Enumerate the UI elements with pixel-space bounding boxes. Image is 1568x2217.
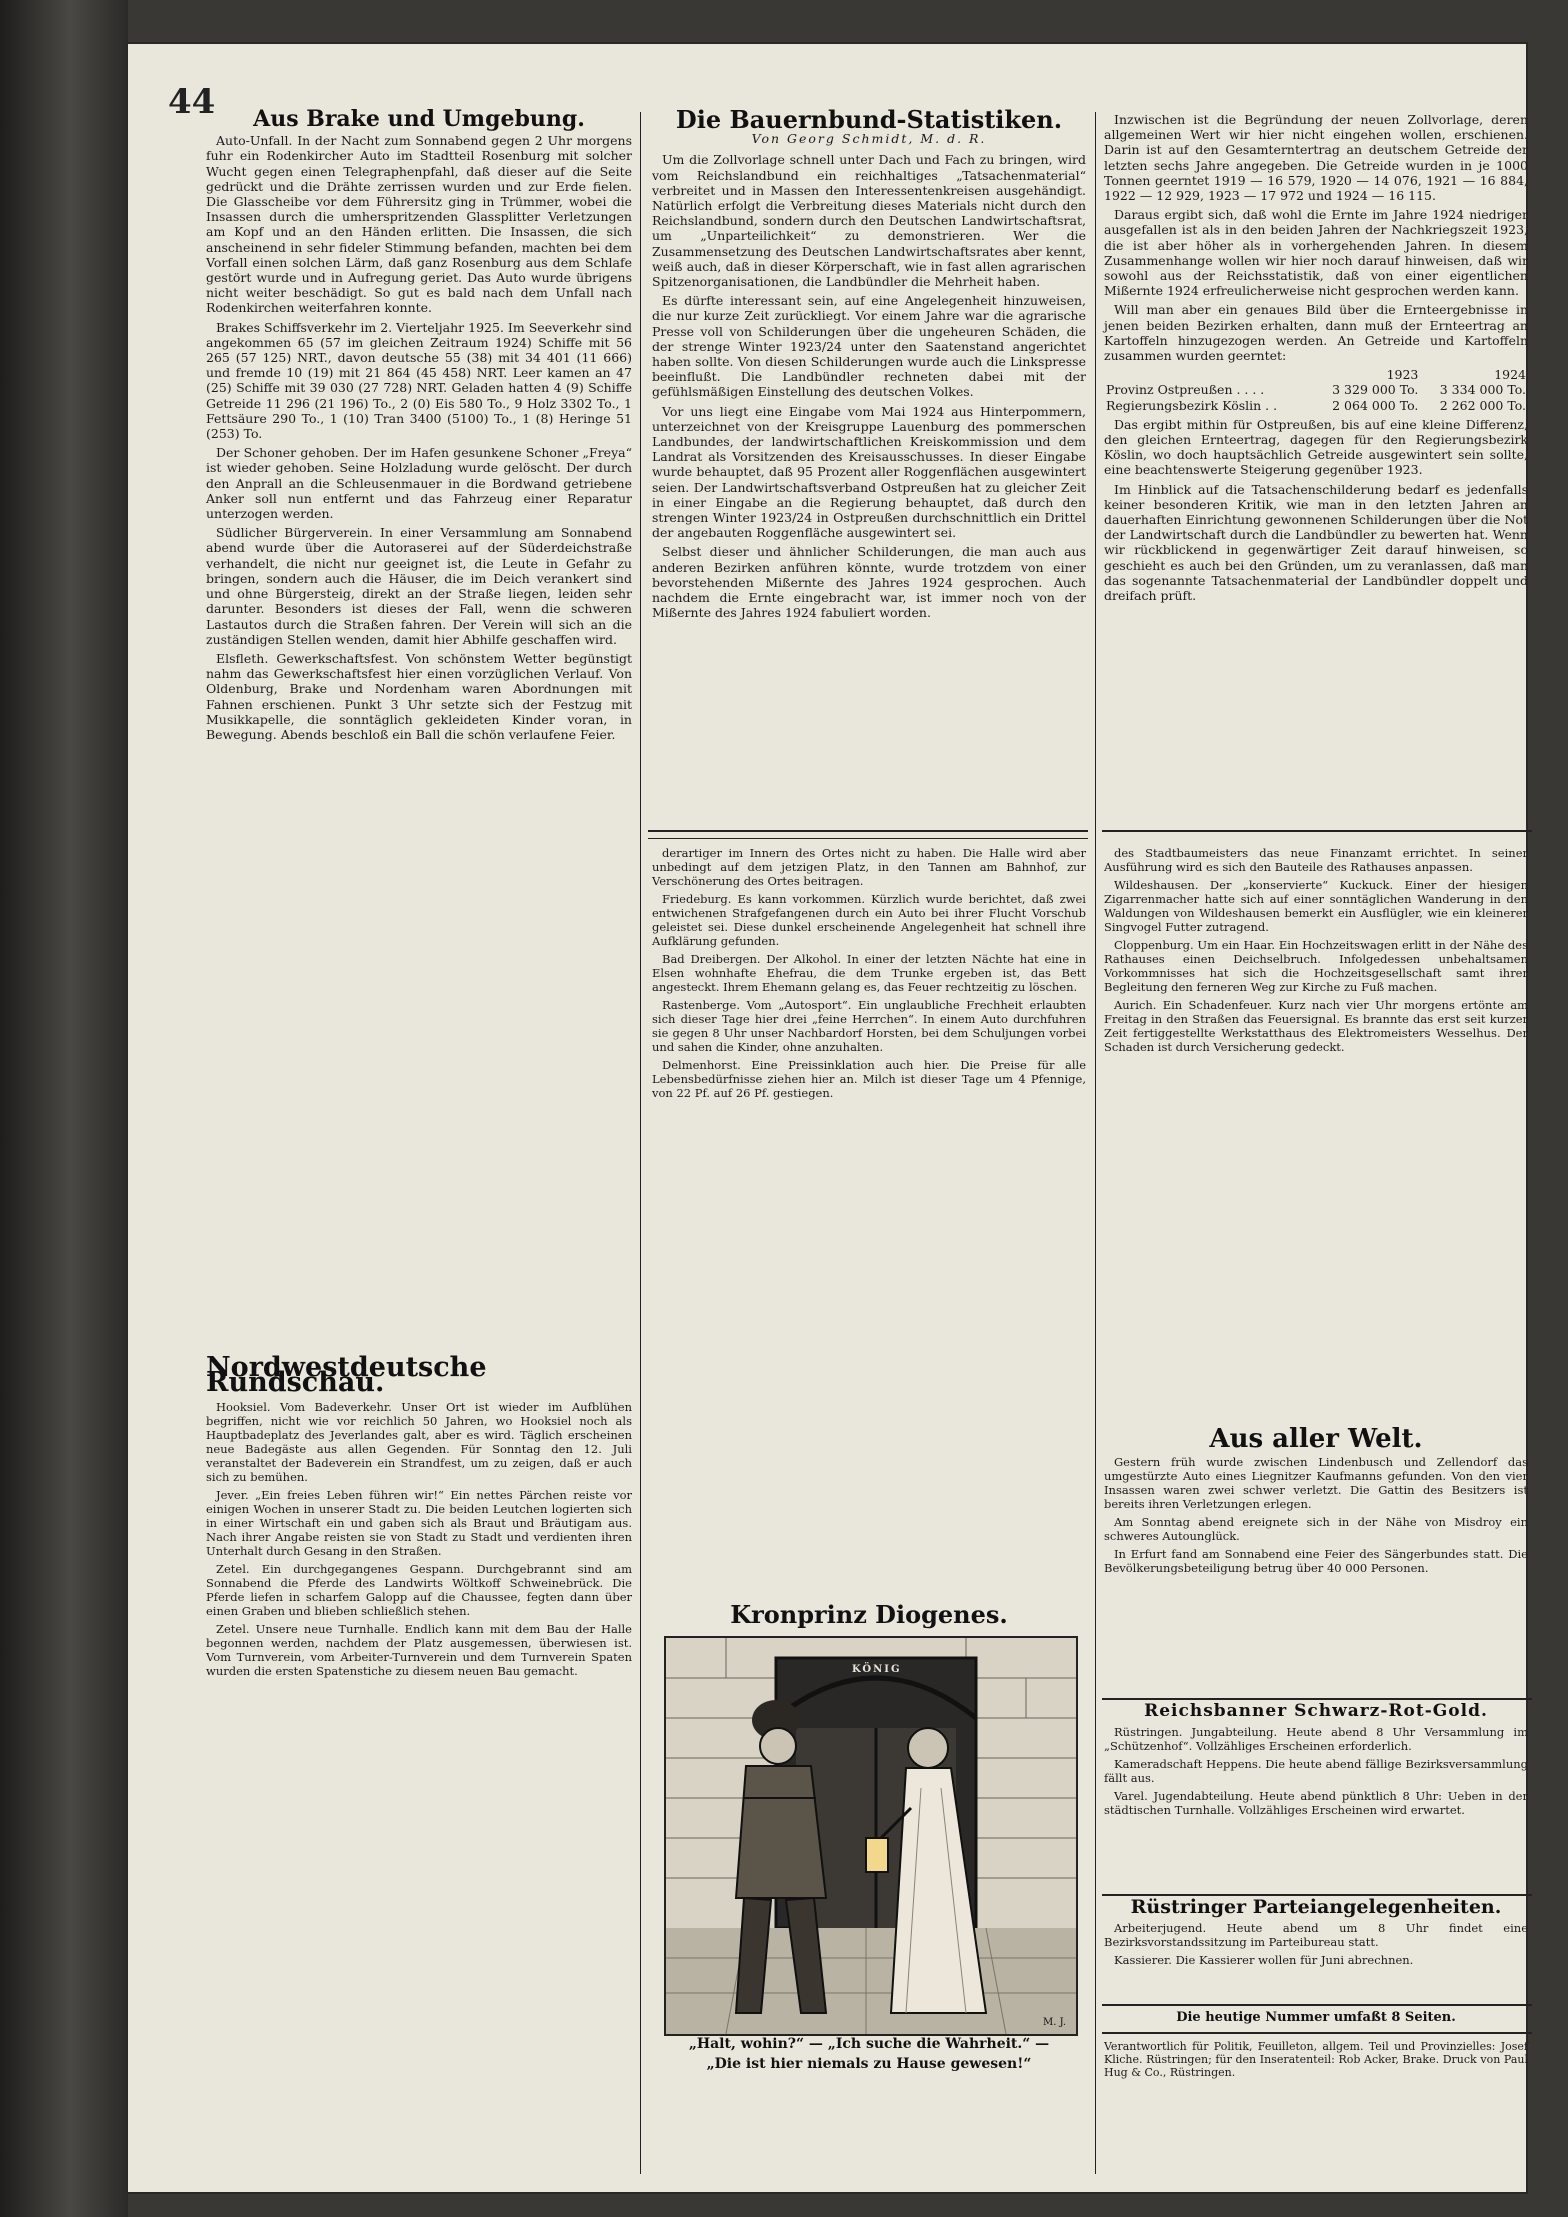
article-headline: Die Bauernbund-Statistiken.	[675, 105, 1063, 134]
section-divider	[1102, 2004, 1532, 2006]
table-header	[1104, 367, 1313, 382]
section-divider	[648, 838, 1088, 839]
article-paragraph: Delmenhorst. Eine Preissinklation auch hier. Die Preise für alle Lebensbedürfnisse ziehen hier an. Milch ist dieser Tage um 4 Pfennige, von 22 Pf. auf 26 Pf. gestiegen.	[652, 1058, 1086, 1100]
article-paragraph: Selbst dieser und ähnlicher Schilderungen, die man auch aus anderen Bezirken anführen könnte, wurde trotzdem von einer bevorstehenden Mißernte des Jahres 1924 gesprochen. Auch nachdem die Ernte eingebracht war, ist immer noch von der Mißernte des Jahres 1924 fabuliert worden.	[652, 544, 1086, 621]
harvest-table	[1104, 367, 1528, 413]
door-sign: KÖNIG	[852, 1664, 902, 1675]
lower-right-column	[1104, 846, 1528, 1058]
cartoon-illustration	[664, 1636, 1078, 2036]
right-column	[1104, 112, 1528, 607]
table-cell: 2 064 000 To.	[1332, 397, 1419, 413]
section-heading: Nordwestdeutsche Rundschau.	[206, 1352, 487, 1399]
bauernbund-article	[652, 105, 1086, 625]
cartoon-caption: „Halt, wohin?“ — „Ich suche die Wahrheit.“ —	[688, 2036, 1050, 2052]
article-paragraph: Aurich. Ein Schadenfeuer. Kurz nach vier Uhr morgens ertönte am Freitag in den Straßen das Feuersignal. Es brannte das erst seit kurzer Zeit fertiggestellte Werkstatthaus des Elektromeisters Wesselhus. Der Schaden ist durch Versicherung gedeckt.	[1104, 998, 1528, 1054]
table-header: 1923	[1386, 367, 1419, 383]
article-paragraph: Will man aber ein genaues Bild über die Ernteergebnisse in jenen beiden Bezirken erhalten, dann muß der Ernteertrag an Kartoffeln hinzugezogen werden. An Getreide und Kartoffeln zusammen wurden geerntet:	[1104, 302, 1528, 364]
column-divider	[640, 112, 641, 2174]
article-paragraph: Der Schoner gehoben. Der im Hafen gesunkene Schoner „Freya“ ist wieder gehoben. Seine Holzladung wurde gelöscht. Der durch den Anprall an die Schleusenmauer in die Bordwand getriebene Anker soll nun entfernt und das Fahrzeug einer Reparatur unterzogen werden.	[206, 445, 632, 522]
column-divider	[1095, 112, 1096, 2174]
book-spine	[0, 0, 128, 2217]
section-heading: Rüstringer Parteiangelegenheiten.	[1130, 1896, 1502, 1918]
table-header: 1924	[1494, 367, 1526, 383]
section-divider	[1102, 1698, 1532, 1700]
article-paragraph: Arbeiterjugend. Heute abend um 8 Uhr findet eine Bezirksvorstandssitzung im Parteibureau statt.	[1104, 1921, 1528, 1950]
imprint: Verantwortlich für Politik, Feuilleton, allgem. Teil und Provinzielles: Josef Kliche. Rüstringen; für den Inseratenteil: Rob Acker, Brake. Druck von Paul Hug & Co., Rüstringen.	[1104, 2040, 1528, 2079]
article-paragraph: Vor uns liegt eine Eingabe vom Mai 1924 aus Hinterpommern, unterzeichnet von der Kreisgruppe Lauenburg des pommerschen Landbundes, der landwirtschaftlichen Kreiskommission und dem Landrat als Vorsitzenden des Kreisausschusses. In dieser Eingabe wurde behauptet, daß 95 Prozent aller Roggenflächen ausgewintert seien. Der Landwirtschaftsverband Ostpreußen hat zu gleicher Zeit in einer Eingabe an die Regierung behauptet, daß durch den strengen Winter 1923/24 in Ostpreußen durchschnittlich ein Drittel der angebauten Roggenfläche ausgewintert sei.	[652, 403, 1086, 541]
article-paragraph: Kameradschaft Heppens. Die heute abend fällige Bezirksversammlung fällt aus.	[1104, 1757, 1528, 1786]
lower-middle-column	[652, 846, 1086, 1104]
page-count-notice: Die heutige Nummer umfaßt 8 Seiten.	[1176, 2010, 1456, 2025]
section-divider	[1102, 2032, 1532, 2034]
article-paragraph: Es dürfte interessant sein, auf eine Angelegenheit hinzuweisen, die nur kurze Zeit zurückliegt. Vor einem Jahre war die agrarische Presse voll von Schilderungen über die ungeheuren Schäden, die der strenge Winter 1923/24 unter den Saatenstand angerichtet haben sollte. Von diesen Schilderungen wurde auch die Linkspresse beeinflußt. Die Landbündler rechneten dabei mit der gefühlsmäßigen Einstellung des deutschen Volkes.	[652, 293, 1086, 400]
article-paragraph: Rüstringen. Jungabteilung. Heute abend 8 Uhr Versammlung im „Schützenhof“. Vollzähliges Erscheinen erforderlich.	[1104, 1725, 1528, 1754]
section-heading: Aus Brake und Umgebung.	[253, 106, 585, 132]
section-divider	[1102, 830, 1532, 832]
cartoon-title: Kronprinz Diogenes.	[730, 1600, 1008, 1629]
article-paragraph: Jever. „Ein freies Leben führen wir!“ Ein nettes Pärchen reiste vor einigen Wochen in unserer Stadt zu. Die beiden Leutchen logierten sich in einer Wirtschaft ein und gaben sich als Braut und Bräutigam aus. Nach ihrer Angabe reisten sie von Stadt zu Stadt und verdienten ihren Unterhalt durch Gesang in den Straßen.	[206, 1488, 632, 1559]
article-paragraph: des Stadtbaumeisters das neue Finanzamt errichtet. In seiner Ausführung wird es sich den Bauteile des Rathauses anpassen.	[1104, 846, 1528, 874]
table-cell: Provinz Ostpreußen . . . .	[1106, 382, 1265, 398]
article-paragraph: derartiger im Innern des Ortes nicht zu haben. Die Halle wird aber unbedingt auf dem jetzigen Platz, in den Tannen am Bahnhof, zur Verschönerung des Ortes beitragen.	[652, 846, 1086, 888]
reichsbanner-section	[1104, 1701, 1528, 1821]
article-paragraph: Südlicher Bürgerverein. In einer Versammlung am Sonnabend abend wurde über die Autoraserei auf der Süderdeichstraße verhandelt, die nicht nur geeignet ist, die Leute in Gefahr zu bringen, sondern auch die Häuser, die im Deich verankert sind und ohne Bürgersteig, direkt an der Straße liegen, leiden sehr darunter. Besonders ist dieses der Fall, wenn die schweren Lastautos durch die Straßen fahren. Der Verein will sich an die zuständigen Stellen wenden, damit hier Abhilfe geschaffen wird.	[206, 525, 632, 647]
table-cell: Regierungsbezirk Köslin . .	[1106, 397, 1278, 413]
article-paragraph: Im Hinblick auf die Tatsachenschilderung bedarf es jedenfalls keiner besonderen Kritik, wie man in den letzten Jahren an dauerhaften Einrichtung gewonnenen Schilderungen über die Not der Landwirtschaft durch die Landbündler zu bewerten hat. Wenn wir rückblickend in gegenwärtiger Zeit darauf hinweisen, so geschieht es auch bei den Gründen, um zu veranlassen, daß man das sogenannte Tatsachenmaterial der Landbündler doppelt und dreifach prüft.	[1104, 481, 1528, 604]
article-paragraph: Zetel. Unsere neue Turnhalle. Endlich kann mit dem Bau der Halle begonnen werden, nachdem der Platz ausgemessen, überwiesen ist. Vom Turnverein, vom Arbeiter-Turnverein und dem Turnverein Spaten wurden die ersten Spatenstiche zu diesem neuen Bau gemacht.	[206, 1622, 632, 1679]
article-paragraph: Gestern früh wurde zwischen Lindenbusch und Zellendorf das umgestürzte Auto eines Liegnitzer Kaufmanns gefunden. Von den vier Insassen waren zwei schwer verletzt. Die Gattin des Besitzers ist bereits ihren Verletzungen erlegen.	[1104, 1455, 1528, 1512]
table-cell: 3 329 000 To.	[1332, 382, 1419, 398]
section-divider	[648, 830, 1088, 832]
article-paragraph: Varel. Jugendabteilung. Heute abend pünktlich 8 Uhr: Ueben in der städtischen Turnhalle. Vollzähliges Erscheinen wird erwartet.	[1104, 1789, 1528, 1818]
aus-aller-welt-section	[1104, 1424, 1528, 1579]
cartoon-caption: „Die ist hier niemals zu Hause gewesen!“	[706, 2056, 1032, 2072]
article-paragraph: Kassierer. Die Kassierer wollen für Juni abrechnen.	[1114, 1953, 1414, 1968]
article-paragraph: Elsfleth. Gewerkschaftsfest. Von schönstem Wetter begünstigt nahm das Gewerkschaftsfest hier einen vorzüglichen Verlauf. Von Oldenburg, Brake und Nordenham waren Abordnungen mit Fahnen erschienen. Punkt 3 Uhr setzte sich der Festzug mit Musikkapelle, die sonntäglich gekleideten Kinder voran, in Bewegung. Abends beschloß ein Ball die schön verlaufene Feier.	[206, 650, 632, 742]
byline: Von Georg Schmidt, M. d. R.	[751, 131, 987, 147]
article-paragraph: Cloppenburg. Um ein Haar. Ein Hochzeitswagen erlitt in der Nähe des Rathauses einen Deichselbruch. Infolgedessen unbehaltsamen Vorkommnisses hat sich die Hochzeitsgesellschaft samt ihrer Begleitung den ferneren Weg zur Kirche zu Fuß machen.	[1104, 938, 1528, 994]
section-heading: Aus aller Welt.	[1209, 1424, 1423, 1454]
article-paragraph: Das ergibt mithin für Ostpreußen, bis auf eine kleine Differenz, den gleichen Ernteertrag, dagegen für den Regierungsbezirk Köslin, wo doch hauptsächlich Getreide ausgewintert sein sollte, eine beachtenswerte Steigerung gegenüber 1923.	[1104, 416, 1528, 478]
section-heading: Reichsbanner Schwarz-Rot-Gold.	[1144, 1701, 1488, 1721]
article-paragraph: Um die Zollvorlage schnell unter Dach und Fach zu bringen, wird vom Reichslandbund ein reichhaltiges „Tatsachenmaterial“ verbreitet und in Massen den Interessentenkreisen ausgehändigt. Natürlich erfolgt die Verbreitung dieses Materials nicht durch den Reichslandbund, sondern durch den Deutschen Landwirtschaftsrat, um „Unparteilichkeit“ zu demonstrieren. Wer die Zusammensetzung des Deutschen Landwirtschaftsrates aber kennt, weiß auch, daß in dieser Körperschaft, wie in fast allen agrarischen Spitzenorganisationen, die Landbündler die Mehrheit haben.	[652, 152, 1086, 290]
article-paragraph: Daraus ergibt sich, daß wohl die Ernte im Jahre 1924 niedriger ausgefallen ist als in den beiden Jahren der Nachkriegszeit 1923, die ist aber höher als in vorhergehenden Jahren. In diesem Zusammenhange wollen wir hier noch darauf hinweisen, daß wir sowohl aus der Reichsstatistik, daß von einer eigentlichen Mißernte 1924 erfreulicherweise nicht gesprochen werden kann.	[1104, 207, 1528, 299]
table-cell: 2 262 000 To.	[1439, 397, 1526, 413]
left-column	[206, 106, 632, 746]
article-paragraph: Am Sonntag abend ereignete sich in der Nähe von Misdroy ein schweres Autounglück.	[1104, 1515, 1528, 1544]
article-paragraph: Brakes Schiffsverkehr im 2. Vierteljahr 1925. Im Seeverkehr sind angekommen 65 (57 im gleichen Zeitraum 1924) Schiffe mit 56 265 (57 125) NRT., davon deutsche 55 (38) mit 34 401 (11 666) und fremde 10 (19) mit 21 864 (45 458) NRT. Leer kamen an 47 (25) Schiffe mit 39 030 (27 728) NRT. Geladen hatten 4 (9) Schiffe Getreide 11 296 (21 196) To., 2 (0) Eis 580 To., 9 Holz 3302 To., 1 Fettsäure 290 To., 1 (10) Tran 3400 (5100) To., 1 (8) Heringe 51 (253) To.	[206, 319, 632, 442]
article-paragraph: Wildeshausen. Der „konservierte“ Kuckuck. Einer der hiesigen Zigarrenmacher hatte sich auf einer sonntäglichen Wanderung in den Waldungen von Wildeshausen bemerkt ein Ausflügler, wie ein kleinerer Singvogel Futter zutragend.	[1104, 878, 1528, 934]
table-row	[1104, 398, 1528, 413]
table-row	[1104, 382, 1528, 397]
article-paragraph: Zetel. Ein durchgegangenes Gespann. Durchgebrannt sind am Sonnabend die Pferde des Landwirts Wöltkoff Schweinebrück. Die Pferde liefen in scharfem Galopp auf die Chaussee, fegten dann über einen Graben und blieben schließlich stehen.	[206, 1562, 632, 1619]
article-paragraph: Hooksiel. Vom Badeverkehr. Unser Ort ist wieder im Aufblühen begriffen, nicht wie vor reichlich 50 Jahren, wo Hooksiel noch als Hauptbadeplatz des Jeverlandes galt, aber es wird. Täglich erscheinen neue Badegäste aus allen Gegenden. Für Sonntag den 12. Juli veranstaltet der Badeverein ein Strandfest, um zu zeigen, daß er auch sich zu bemühen.	[206, 1400, 632, 1485]
partei-section	[1104, 1896, 1528, 1971]
article-paragraph: Friedeburg. Es kann vorkommen. Kürzlich wurde berichtet, daß zwei entwichenen Strafgefangenen durch ein Auto bei ihrer Flucht Vorschub geleistet sei. Diese dunkel erscheinende Angelegenheit hat schnell ihre Aufklärung gefunden.	[652, 892, 1086, 948]
artist-signature: M. J.	[1042, 2017, 1066, 2028]
rundschau-section	[206, 1352, 632, 1682]
article-paragraph: Auto-Unfall. In der Nacht zum Sonnabend gegen 2 Uhr morgens fuhr ein Rodenkircher Auto im Stadtteil Rosenburg mit solcher Wucht gegen einen Telegraphenpfahl, daß dieser auf die Seite gedrückt und die Drähte zerrissen wurden und zur Erde fielen. Die Glasscheibe vor dem Führersitz ging in Trümmer, wobei die Insassen durch die umherspritzenden Glassplitter Verletzungen am Kopf und an den Händen erlitten. Die Insassen, die sich anscheinend in sehr fideler Stimmung befanden, machten bei dem Vorfall einen solchen Lärm, daß ganz Rosenburg aus dem Schlafe gestört wurde und in Aufregung geriet. Das Auto wurde übrigens nicht weiter beschädigt. So gut es bald nach dem Unfall nach Rodenkirchen weiterfahren konnte.	[206, 133, 632, 316]
article-paragraph: Rastenberge. Vom „Autosport“. Ein unglaubliche Frechheit erlaubten sich dieser Tage hier drei „feine Herrchen“. In einem Auto durchfuhren sie gegen 8 Uhr unser Nachbardorf Horsten, bei dem Schuljungen vorbei und sahen die Kinder, ohne anzuhalten.	[652, 998, 1086, 1054]
article-paragraph: Bad Dreibergen. Der Alkohol. In einer der letzten Nächte hat eine in Elsen wohnhafte Ehefrau, die dem Trunke ergeben ist, das Bett angesteckt. Ihrem Ehemann gelang es, das Feuer rechtzeitig zu löschen.	[652, 952, 1086, 994]
cartoon-drawing	[666, 1638, 1076, 2034]
article-paragraph: Inzwischen ist die Begründung der neuen Zollvorlage, deren allgemeinen Wert wir hier nicht eingehen wollen, erschienen. Darin ist auf den Gesamterntertrag an deutschem Getreide der letzten sechs Jahre angegeben. Die Getreide wurden in je 1000 Tonnen geerntet 1919 — 16 579, 1920 — 14 076, 1921 — 16 884, 1922 — 12 929, 1923 — 17 972 und 1924 — 16 115.	[1104, 112, 1528, 204]
page-number: 44	[168, 82, 216, 122]
table-cell: 3 334 000 To.	[1439, 382, 1526, 398]
article-paragraph: In Erfurt fand am Sonnabend eine Feier des Sängerbundes statt. Die Bevölkerungsbeteiligung betrug über 40 000 Personen.	[1104, 1547, 1528, 1576]
